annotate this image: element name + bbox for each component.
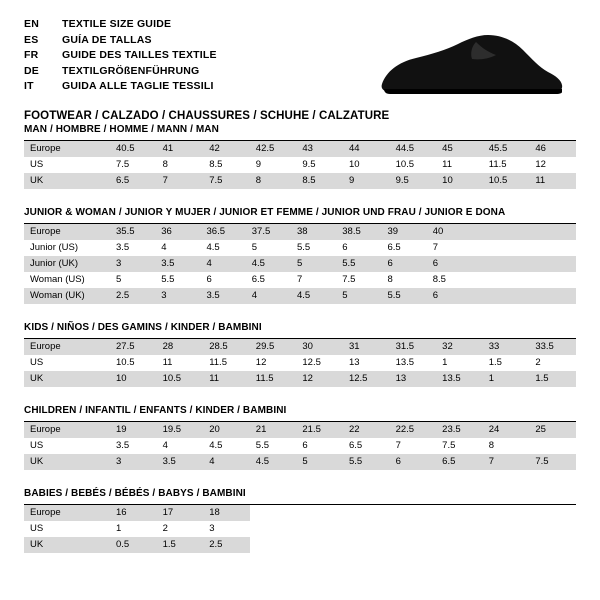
cell: 36.5: [201, 224, 246, 240]
table-row: [24, 454, 576, 470]
language-row: [24, 65, 217, 81]
cell-empty: [296, 521, 343, 537]
row-label: Woman (US): [30, 274, 85, 285]
language-code: EN: [24, 18, 39, 30]
row-label: US: [30, 357, 44, 368]
size-table-man: [24, 141, 576, 189]
cell: 7.5: [203, 173, 250, 189]
cell: 5: [291, 256, 336, 272]
cell-empty: [524, 224, 576, 240]
cell: 5: [116, 274, 122, 285]
table-row: [24, 173, 576, 189]
section-babies: [24, 488, 576, 553]
table-row: [24, 157, 576, 173]
cell: 11: [162, 357, 173, 368]
cell: 4.5: [250, 454, 297, 470]
cell: 3: [110, 256, 155, 272]
cell: 17: [157, 505, 204, 521]
cell: 41: [157, 141, 204, 157]
cell: 3: [155, 288, 200, 304]
table-row: [24, 505, 576, 521]
table-row: [24, 240, 576, 256]
cell: 46: [529, 141, 576, 157]
cell: 6: [206, 274, 212, 285]
table-row: [24, 141, 576, 157]
cell-empty: [436, 505, 483, 521]
row-label: Europe: [24, 339, 110, 355]
cell: 19.5: [157, 422, 204, 438]
cell: 8.5: [296, 173, 343, 189]
cell: 10.5: [483, 173, 530, 189]
row-label: Europe: [24, 141, 110, 157]
dress-shoe-icon: [376, 32, 566, 104]
section-title: BABIES / BEBÉS / BÉBÉS / BABYS / BAMBINI: [24, 488, 576, 505]
cell: 45: [436, 141, 483, 157]
language-row: [24, 49, 217, 65]
cell-empty: [250, 521, 297, 537]
table-row: [24, 438, 576, 454]
cell: 1: [483, 371, 530, 387]
cell-empty: [483, 537, 530, 553]
cell: 10: [110, 371, 157, 387]
cell: 1.5: [488, 357, 502, 368]
language-code: IT: [24, 80, 34, 92]
cell: 12.5: [302, 357, 321, 368]
row-label: US: [30, 440, 44, 451]
cell: 6: [342, 242, 348, 253]
language-code: FR: [24, 49, 39, 61]
cell: 5: [296, 454, 343, 470]
row-label: UK: [24, 173, 110, 189]
cell: 7: [395, 440, 401, 451]
row-label: Junior (UK): [24, 256, 110, 272]
cell: 3.5: [201, 288, 246, 304]
language-text: TEXTILGRÖßENFÜHRUNG: [62, 64, 200, 77]
language-text: GUÍA DE TALLAS: [62, 33, 152, 46]
cell: 5.5: [161, 274, 175, 285]
cell-empty: [524, 240, 576, 256]
cell: 11: [529, 173, 576, 189]
cell: 13.5: [395, 357, 415, 368]
cell: 7.5: [342, 274, 356, 285]
cell-empty: [296, 505, 343, 521]
cell-empty: [524, 288, 576, 304]
cell: 2.5: [203, 537, 250, 553]
language-row: [24, 34, 217, 50]
cell: 18: [203, 505, 250, 521]
cell: 7: [432, 242, 439, 253]
cell: 24: [483, 422, 530, 438]
cell: 20: [203, 422, 250, 438]
cell: 10.5: [157, 371, 204, 387]
cell-empty: [483, 521, 530, 537]
cell: 8: [250, 173, 297, 189]
cell: 12: [296, 371, 343, 387]
table-row: [24, 339, 576, 355]
cell: 11.5: [250, 371, 297, 387]
row-label: Europe: [24, 224, 110, 240]
cell: 44.5: [390, 141, 437, 157]
language-text: TEXTILE SIZE GUIDE: [62, 18, 172, 30]
cell: 11: [203, 371, 250, 387]
cell: 11: [442, 159, 453, 170]
cell-empty: [250, 537, 297, 553]
cell: 4: [162, 440, 168, 451]
cell: 27.5: [110, 339, 157, 355]
cell-empty: [343, 537, 390, 553]
table-row: [24, 288, 576, 304]
cell-empty: [472, 224, 524, 240]
cell: 4.5: [209, 440, 223, 451]
section-children: [24, 405, 576, 470]
cell: 11.5: [209, 357, 227, 368]
section-kids: [24, 322, 576, 387]
cell: 6: [427, 256, 472, 272]
cell: 40: [427, 224, 472, 240]
cell: 2: [162, 523, 168, 534]
cell: 11.5: [488, 159, 507, 170]
cell-empty: [529, 521, 576, 537]
language-text: GUIDE DES TAILLES TEXTILE: [62, 49, 217, 61]
cell: 42.5: [250, 141, 297, 157]
cell: 5.5: [382, 288, 427, 304]
cell: 7: [297, 274, 303, 285]
cell: 21.5: [296, 422, 343, 438]
cell: 10.5: [116, 357, 135, 368]
language-row: [24, 18, 217, 34]
row-label: UK: [24, 371, 110, 387]
cell: 5.5: [255, 440, 269, 451]
cell: 39: [382, 224, 427, 240]
cell: 8: [488, 440, 495, 451]
cell: 33.5: [529, 339, 576, 355]
cell: 9: [343, 173, 390, 189]
cell: 0.5: [110, 537, 157, 553]
cell: 7: [483, 454, 530, 470]
cell: 13.5: [436, 371, 483, 387]
cell: 4.5: [206, 242, 220, 253]
cell: 19: [110, 422, 157, 438]
cell: 4: [161, 242, 167, 253]
cell: 1.5: [157, 537, 204, 553]
cell: 6: [302, 440, 308, 451]
cell: 3: [209, 523, 215, 534]
cell: 5.5: [297, 242, 311, 253]
cell: 37.5: [246, 224, 291, 240]
cell-empty: [390, 521, 437, 537]
cell-empty: [436, 537, 483, 553]
cell: 10: [436, 173, 483, 189]
cell: 10: [348, 159, 360, 170]
language-code: ES: [24, 33, 39, 46]
cell: 40.5: [110, 141, 157, 157]
cell: 2.5: [110, 288, 155, 304]
cell: 3.5: [116, 440, 130, 451]
cell: 23.5: [436, 422, 483, 438]
row-label: Europe: [24, 422, 110, 438]
cell-empty: [524, 272, 576, 288]
cell: 33: [483, 339, 530, 355]
cell: 4: [203, 454, 250, 470]
cell: 7.5: [529, 454, 576, 470]
cell: 7.5: [116, 159, 130, 170]
cell: 43: [296, 141, 343, 157]
row-label: US: [30, 523, 44, 534]
language-title-list: [24, 18, 217, 96]
cell: 31.5: [390, 339, 437, 355]
cell: 42: [203, 141, 250, 157]
section-title: KIDS / NIÑOS / DES GAMINS / KINDER / BAMBINI: [24, 322, 576, 339]
cell: 10.5: [395, 159, 415, 170]
cell: 28.5: [203, 339, 250, 355]
cell: 6: [427, 288, 472, 304]
table-row: [24, 537, 576, 553]
cell: 5: [336, 288, 381, 304]
cell: 4.5: [246, 256, 291, 272]
table-row: [24, 224, 576, 240]
cell: 9.5: [302, 159, 316, 170]
cell: 1: [442, 357, 448, 368]
cell: 12: [535, 159, 546, 170]
cell: 38: [291, 224, 336, 240]
cell-empty: [472, 256, 524, 272]
cell: 32: [436, 339, 483, 355]
cell: 3: [110, 454, 157, 470]
cell-empty: [529, 537, 576, 553]
cell: 29.5: [250, 339, 297, 355]
cell: 44: [343, 141, 390, 157]
cell: 1: [116, 523, 122, 534]
cell: 35.5: [110, 224, 155, 240]
cell: 12: [255, 357, 267, 368]
cell: 6: [390, 454, 437, 470]
row-label: Europe: [24, 505, 110, 521]
table-row: [24, 272, 576, 288]
cell: 9.5: [390, 173, 437, 189]
table-row: [24, 371, 576, 387]
cell: 3.5: [116, 242, 130, 253]
cell: 30: [296, 339, 343, 355]
table-row: [24, 521, 576, 537]
cell: 4.5: [291, 288, 336, 304]
size-table-junior-woman: [24, 224, 576, 304]
cell-empty: [343, 505, 390, 521]
cell-empty: [472, 240, 524, 256]
cell: 22.5: [390, 422, 437, 438]
cell: 16: [110, 505, 157, 521]
cell: 4: [246, 288, 291, 304]
cell: 21: [250, 422, 297, 438]
cell: 8.5: [209, 159, 223, 170]
cell: 7: [157, 173, 204, 189]
cell: 6.5: [387, 242, 401, 253]
cell: 3.5: [157, 454, 204, 470]
cell: 13: [348, 357, 360, 368]
cell: 5.5: [336, 256, 381, 272]
page-title: FOOTWEAR / CALZADO / CHAUSSURES / SCHUHE / CALZATURE: [24, 109, 390, 122]
cell: 13: [390, 371, 437, 387]
cell-empty: [472, 272, 524, 288]
cell: 28: [157, 339, 204, 355]
cell: 45.5: [483, 141, 530, 157]
cell: 8.5: [432, 274, 446, 285]
section-man: [24, 124, 576, 189]
cell: 36: [155, 224, 200, 240]
size-table-kids: [24, 339, 576, 387]
cell: 6.5: [110, 173, 157, 189]
cell-empty: [472, 288, 524, 304]
cell: 8: [387, 274, 393, 285]
language-code: DE: [24, 64, 39, 77]
size-table-children: [24, 422, 576, 470]
section-junior-woman: [24, 207, 576, 304]
cell: 6.5: [436, 454, 483, 470]
cell-empty: [483, 505, 530, 521]
cell: 38.5: [336, 224, 381, 240]
cell: 5: [251, 242, 258, 253]
language-row: [24, 80, 217, 96]
cell: 4: [201, 256, 246, 272]
size-table-babies: [24, 505, 576, 553]
cell: 1.5: [529, 371, 576, 387]
cell-empty: [529, 438, 576, 454]
language-text: GUIDA ALLE TAGLIE TESSILI: [62, 80, 214, 92]
cell: 22: [343, 422, 390, 438]
cell-empty: [524, 256, 576, 272]
row-label: UK: [24, 454, 110, 470]
cell: 6.5: [348, 440, 363, 451]
cell: 2: [535, 357, 541, 368]
cell-empty: [250, 505, 297, 521]
cell-empty: [343, 521, 390, 537]
cell: 3.5: [155, 256, 200, 272]
cell: 12.5: [343, 371, 390, 387]
section-title: CHILDREN / INFANTIL / ENFANTS / KINDER / BAMBINI: [24, 405, 576, 422]
cell: 8: [162, 159, 168, 170]
cell-empty: [390, 537, 437, 553]
row-label: UK: [24, 537, 110, 553]
cell: 25: [529, 422, 576, 438]
row-label: Woman (UK): [24, 288, 110, 304]
cell-empty: [390, 505, 437, 521]
cell-empty: [296, 537, 343, 553]
row-label: Junior (US): [30, 242, 79, 253]
language-title-list-body: [24, 18, 217, 96]
cell-empty: [436, 521, 483, 537]
section-title: JUNIOR & WOMAN / JUNIOR Y MUJER / JUNIOR ET FEMME / JUNIOR UND FRAU / JUNIOR E DONA: [24, 207, 576, 224]
section-title: MAN / HOMBRE / HOMME / MANN / MAN: [24, 124, 576, 141]
cell: 6: [382, 256, 427, 272]
table-row: [24, 256, 576, 272]
cell: 9: [255, 159, 262, 170]
row-label: US: [30, 159, 44, 170]
cell: 6.5: [251, 274, 265, 285]
cell: 7.5: [442, 440, 456, 451]
page-header: [24, 18, 576, 122]
table-row: [24, 422, 576, 438]
cell: 5.5: [343, 454, 390, 470]
cell-empty: [529, 505, 576, 521]
table-row: [24, 355, 576, 371]
cell: 31: [343, 339, 390, 355]
